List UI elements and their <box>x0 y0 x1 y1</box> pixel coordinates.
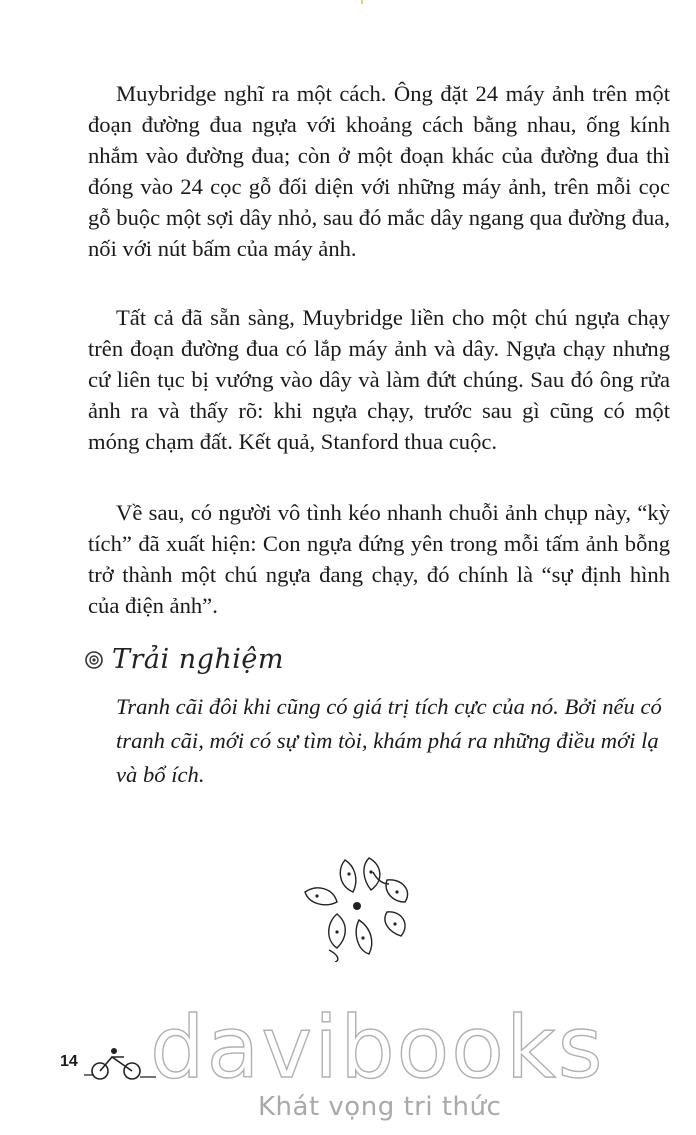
paragraph-1: Muybridge nghĩ ra một cách. Ông đặt 24 máy ảnh trên một đoạn đường đua ngựa với khoảng cách bằng nhau, ống kính nhắm vào đường đua; còn ở một đoạn khác của đường đua thì đóng vào 24 cọc gỗ đối diện với những máy ảnh, trên mỗi cọc gỗ buộc một sợi dây nhỏ, sau đó mắc dây ngang qua đường đua, nối với nút bấm của máy ảnh. <box>88 81 670 261</box>
paragraph-2: Tất cả đã sẵn sàng, Muybridge liền cho một chú ngựa chạy trên đoạn đường đua có lắp máy ảnh và dây. Ngựa chạy nhưng cứ liên tục bị vướng vào dây và làm đứt chúng. Sau đó ông rửa ảnh ra và thấy rõ: khi ngựa chạy, trước sau gì cũng có một móng chạm đất. Kết quả, Stanford thua cuộc. <box>88 305 670 454</box>
experience-text: Tranh cãi đôi khi cũng có giá trị tích cực của nó. Bởi nếu có tranh cãi, mới có sự tìm tòi, khám phá ra những điều mới lạ và bổ ích. <box>116 694 662 787</box>
top-edge-mark <box>361 0 363 4</box>
watermark-tagline: Khát vọng tri thức <box>258 1092 502 1122</box>
cyclist-icon <box>80 1045 160 1083</box>
watermark-brand: davibooks <box>150 998 605 1098</box>
flower-bullet-icon <box>84 650 104 670</box>
paragraph-3: Về sau, có người vô tình kéo nhanh chuỗi ảnh chụp này, “kỳ tích” đã xuất hiện: Con ngựa đứng yên trong mỗi tấm ảnh bỗng trở thành một chú ngựa đang chạy, đó chính là “sự định hình của điện ảnh”. <box>88 500 670 618</box>
experience-title: Trải nghiệm <box>112 644 285 675</box>
page-number: 14 <box>60 1053 78 1070</box>
floral-ornament-icon <box>297 850 421 962</box>
experience-heading <box>84 644 284 675</box>
